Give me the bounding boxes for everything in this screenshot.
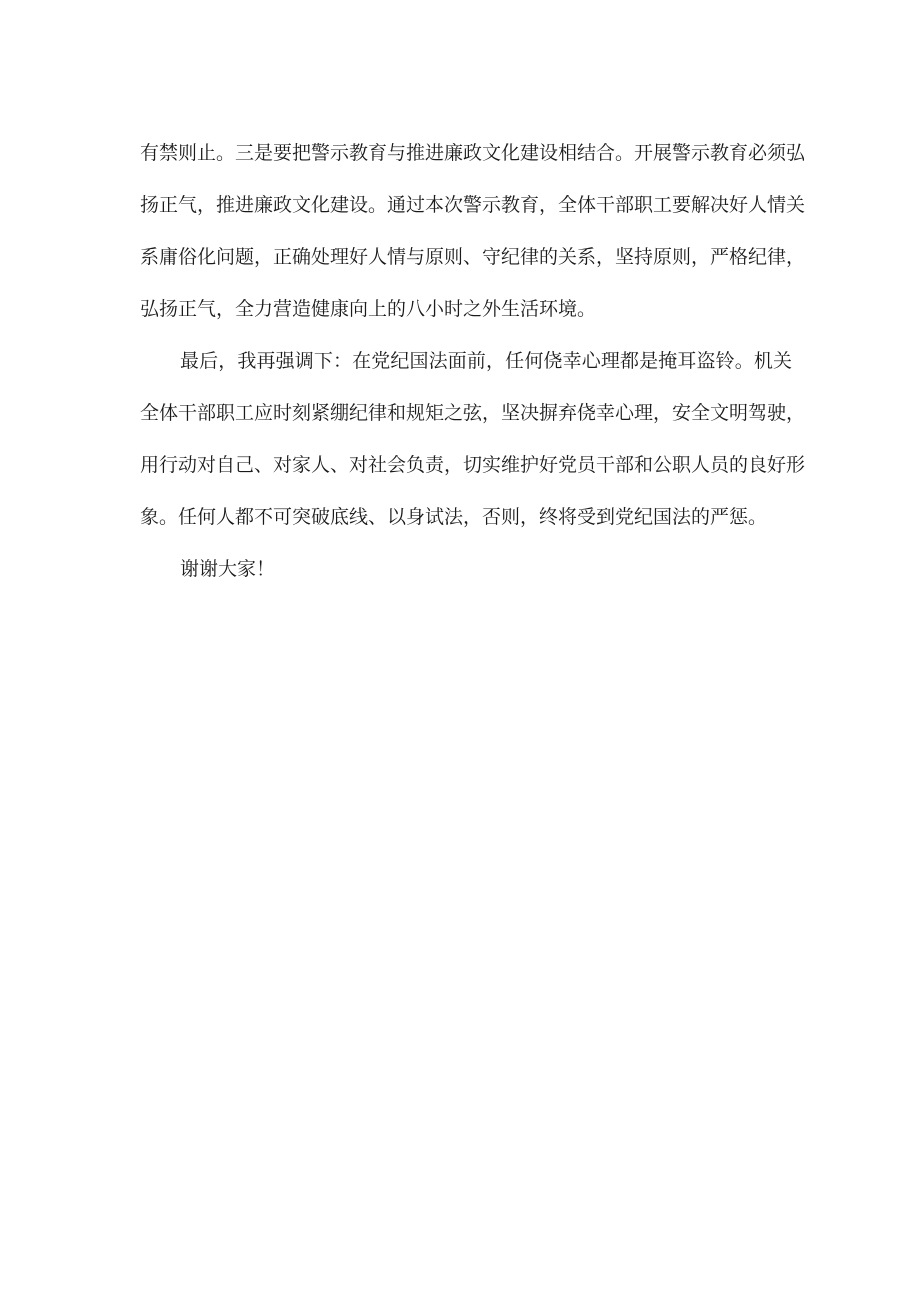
paragraph-line: 弘扬正气，全力营造健康向上的八小时之外生活环境。 bbox=[140, 298, 597, 320]
closing-line: 谢谢大家！ bbox=[180, 558, 276, 580]
paragraph-line: 系庸俗化问题，正确处理好人情与原则、守纪律的关系，坚持原则，严格纪律， bbox=[140, 246, 806, 268]
paragraph-line: 有禁则止。三是要把警示教育与推进廉政文化建设相结合。开展警示教育必须弘 bbox=[140, 142, 806, 164]
paragraph bbox=[140, 138, 806, 325]
paragraph-line: 用行动对自己、对家人、对社会负责，切实维护好党员干部和公职人员的良好形 bbox=[140, 454, 806, 476]
paragraph bbox=[140, 346, 806, 533]
paragraph-line: 全体干部职工应时刻紧绷纪律和规矩之弦，坚决摒弃侥幸心理，安全文明驾驶， bbox=[140, 402, 806, 424]
paragraph-line: 象。任何人都不可突破底线、以身试法，否则，终将受到党纪国法的严惩。 bbox=[140, 506, 768, 528]
paragraph-line: 最后，我再强调下：在党纪国法面前，任何侥幸心理都是掩耳盗铃。机关 bbox=[180, 350, 792, 372]
paragraph-line: 扬正气，推进廉政文化建设。通过本次警示教育，全体干部职工要解决好人情关 bbox=[140, 194, 806, 216]
document-body bbox=[140, 138, 806, 606]
